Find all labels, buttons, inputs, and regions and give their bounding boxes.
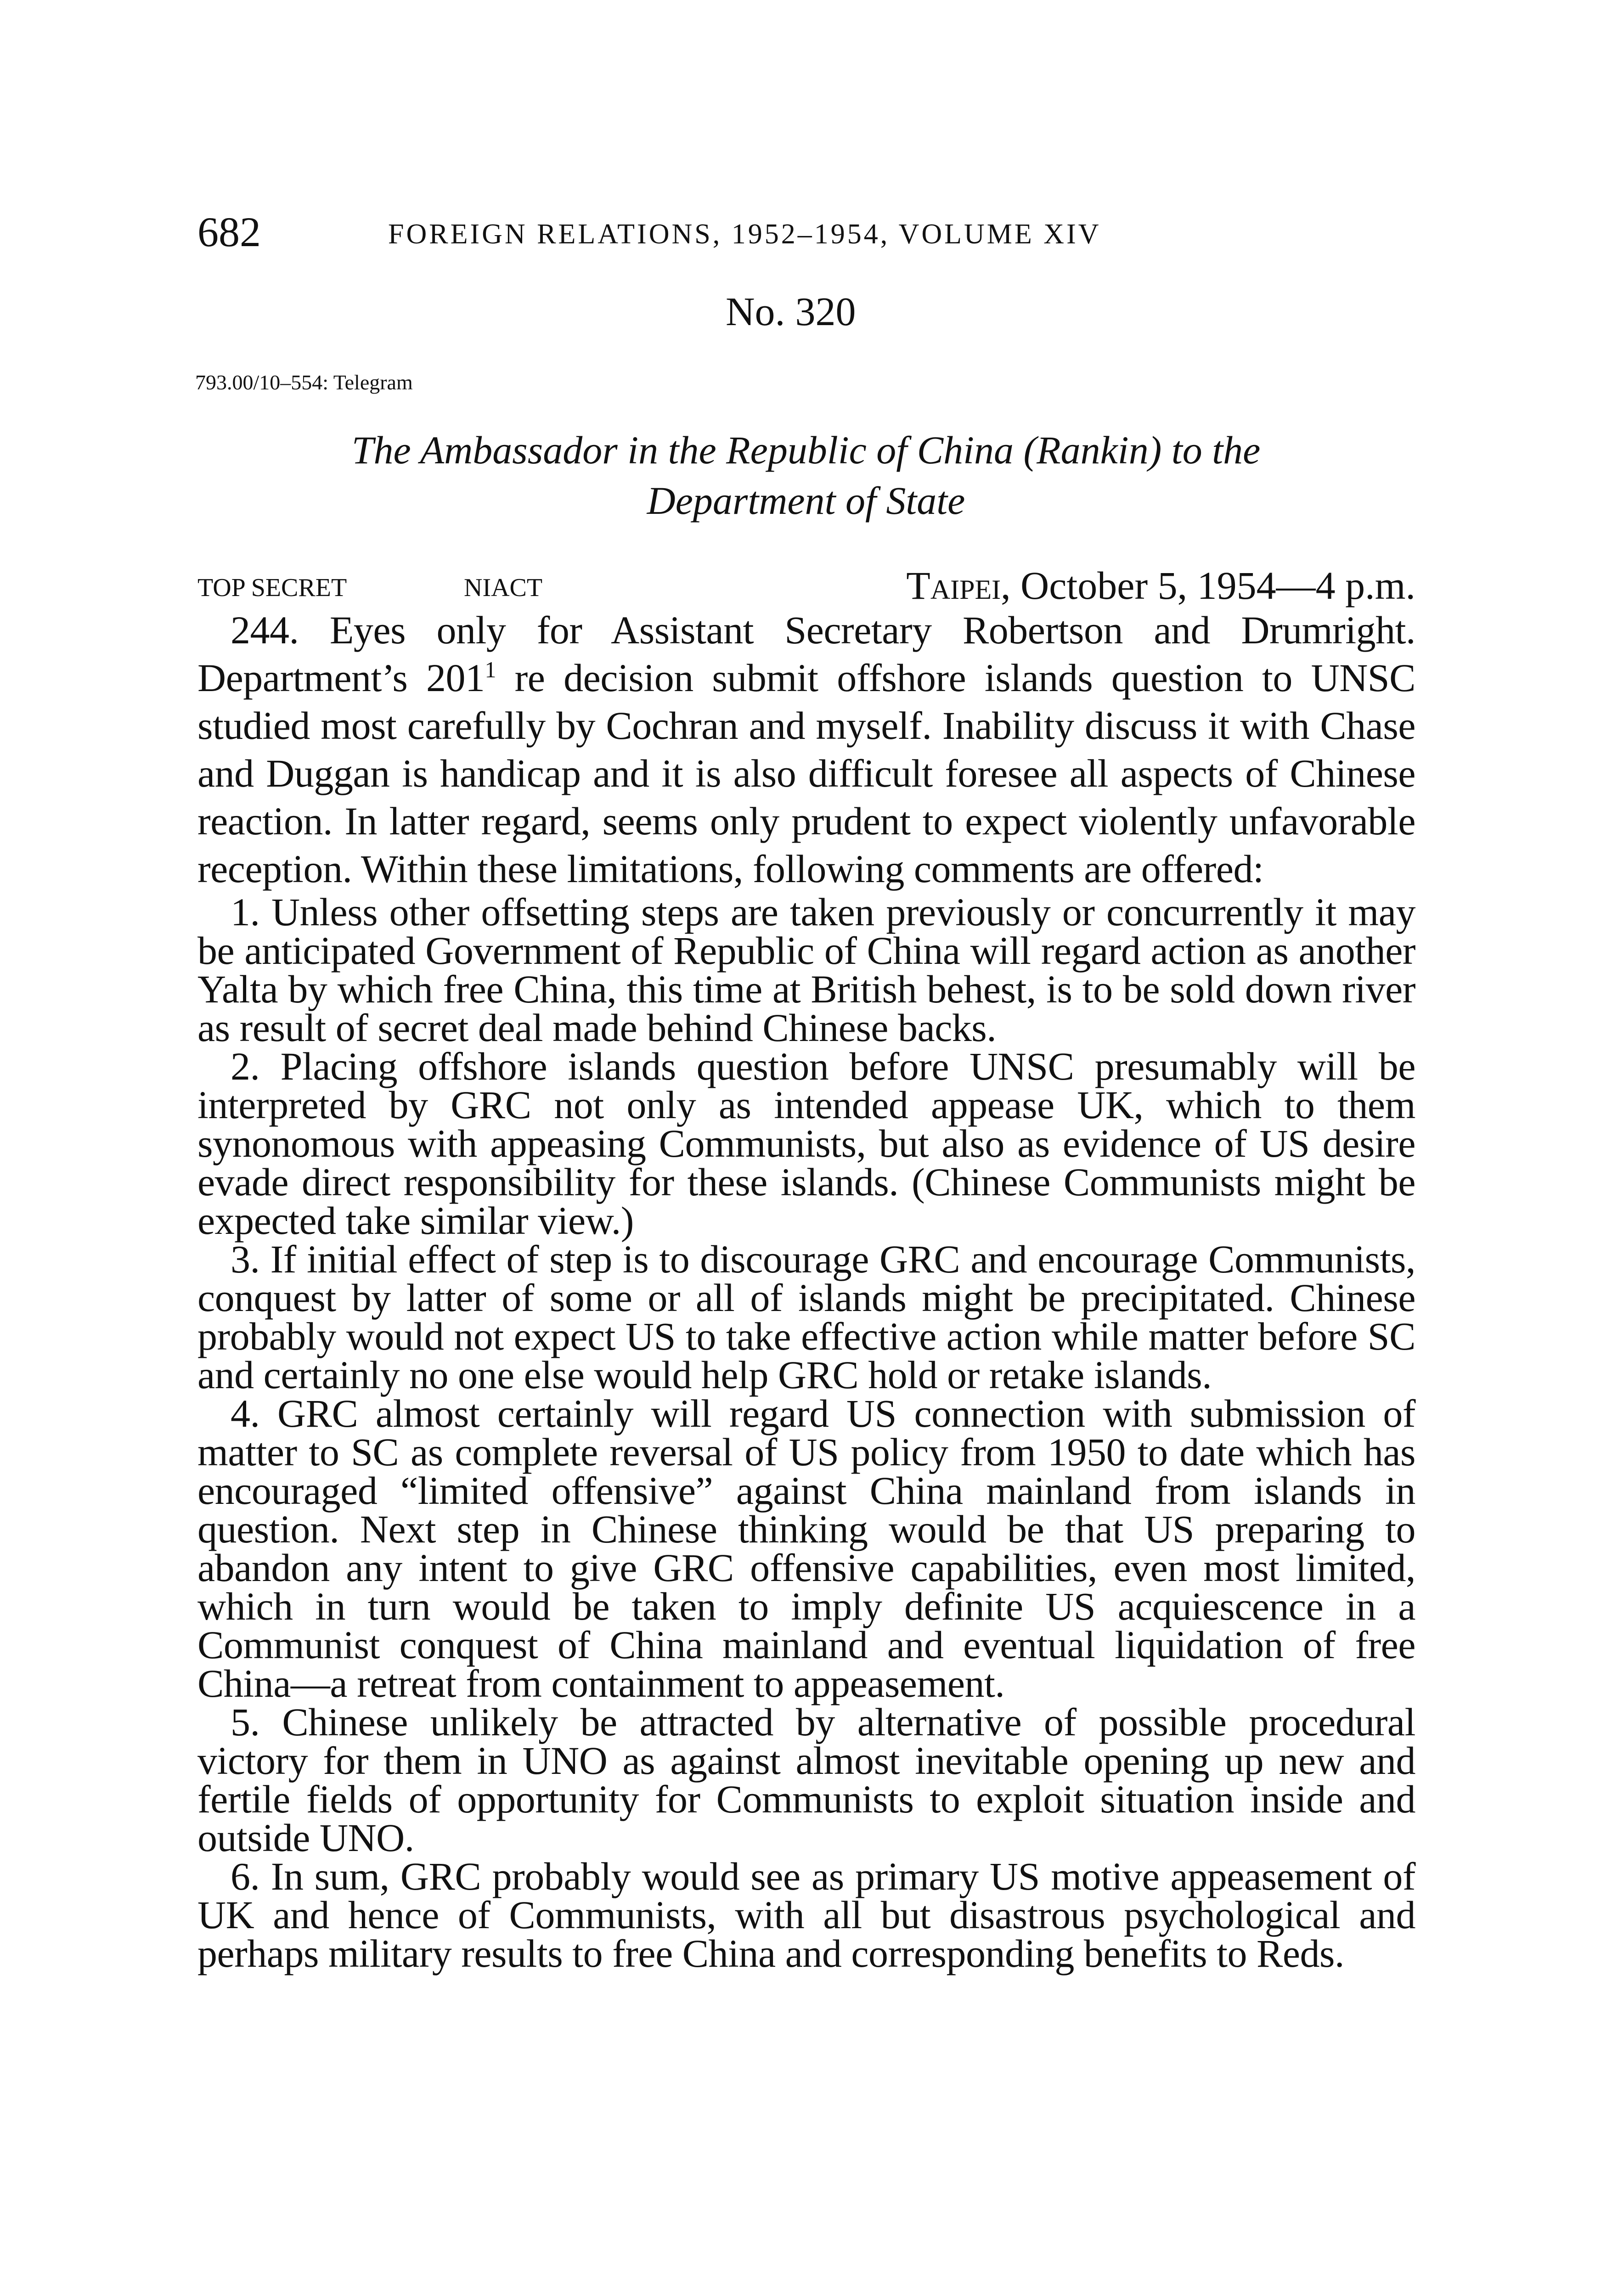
heading-line-1: The Ambassador in the Republic of China (Rankin) to the <box>351 428 1261 472</box>
intro-text-before-ref: 244. Eyes only for Assistant Secretary Robertson and Drumright. Department’s 201 <box>197 608 1415 700</box>
footnote-reference[interactable]: 1 <box>485 657 496 682</box>
point-4: 4. GRC almost certainly will regard US connection with submission of matter to SC as complete reversal of US policy from 1950 to date which has encouraged “limited offensive” against China mainland from islands in question. Next step in Chinese thinking would be that US preparing to abandon any intent to give GRC offensive capabilities, even most limited, which in turn would be taken to imply definite US acquiescence in a Communist conquest of China mainland and eventual liquidation of free China—a retreat from containment to appeasement. <box>197 1391 1415 1705</box>
point-5: 5. Chinese unlikely be attracted by alternative of possible procedural victory for them in UNO as against almost inevitable opening up new and fertile fields of opportunity for Communists to exploit situation inside and outside UNO. <box>197 1700 1415 1860</box>
classification-marking: TOP SECRET <box>197 574 347 602</box>
dateline-date: October 5, 1954—4 p.m. <box>1010 563 1415 608</box>
page-number: 682 <box>197 208 261 255</box>
point-1: 1. Unless other offsetting steps are taken previously or concurrently it may be anticipated Government of Republic of China will regard action as another Yalta by which free China, this time at British behest, is to be sold down river as result of secret deal made behind Chinese backs. <box>197 890 1415 1050</box>
precedence-marking: NIACT <box>464 574 543 602</box>
intro-text-after-ref: re decision submit offshore islands question to UNSC studied most carefully by Cochran and myself. Inability discuss it with Chase and Duggan is handicap and it is also difficult foresee all aspects of Chinese reaction. In latter regard, seems only prudent to expect violently unfavorable reception. Within these limitations, following comments are offered: <box>197 656 1415 891</box>
intro-paragraph <box>197 606 1415 893</box>
dateline <box>850 563 1415 608</box>
file-reference: 793.00/10–554: Telegram <box>195 371 413 394</box>
telegram-body <box>197 606 1415 1973</box>
heading-line-2: Department of State <box>647 478 965 523</box>
dateline-place: Taipei, <box>906 563 1011 608</box>
running-title: FOREIGN RELATIONS, 1952–1954, VOLUME XIV <box>388 219 1101 250</box>
document-heading <box>197 425 1415 526</box>
document-number: No. 320 <box>726 290 856 334</box>
point-2: 2. Placing offshore islands question before UNSC presumably will be interpreted by GRC not only as intended appease UK, which to them synonomous with appeasing Communists, but also as evidence of US desire evade direct responsibility for these islands. (Chinese Communists might be expected take similar view.) <box>197 1044 1415 1243</box>
point-6: 6. In sum, GRC probably would see as primary US motive appeasement of UK and hence of Communists, with all but disastrous psychological and perhaps military results to free China and corresponding benefits to Reds. <box>197 1854 1415 1975</box>
point-3: 3. If initial effect of step is to discourage GRC and encourage Communists, conquest by latter of some or all of islands might be precipitated. Chinese probably would not expect US to take effective action while matter before SC and certainly no one else would help GRC hold or retake islands. <box>197 1237 1415 1397</box>
